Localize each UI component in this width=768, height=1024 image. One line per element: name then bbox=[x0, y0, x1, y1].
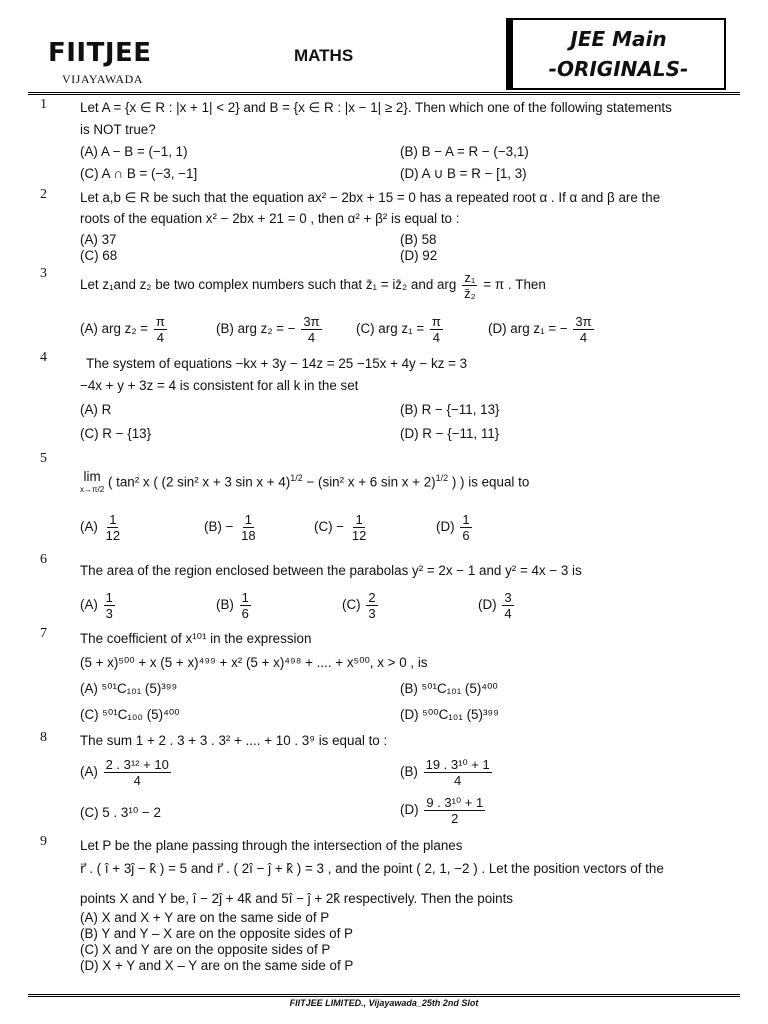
footer-divider-2 bbox=[28, 996, 740, 997]
option-c: (C) X and Y are on the opposite sides of P bbox=[80, 942, 331, 957]
question-text: −4x + y + 3z = 4 is consistent for all k in the set bbox=[80, 378, 359, 393]
question-number: 6 bbox=[40, 552, 47, 567]
exam-title-box bbox=[506, 18, 726, 90]
option-a: (A) ⁵⁰¹C₁₀₁ (5)³⁹⁹ bbox=[80, 681, 178, 696]
option-b: (B) R − {−11, 13} bbox=[400, 402, 500, 417]
question-text: The area of the region enclosed between the parabolas y² = 2x − 1 and y² = 4x − 3 is bbox=[80, 563, 582, 578]
question-number: 1 bbox=[40, 97, 47, 112]
question-text: The sum 1 + 2 . 3 + 3 . 3² + .... + 10 . 3⁹ is equal to : bbox=[80, 733, 388, 748]
option-b: (B) ⁵⁰¹C₁₀₁ (5)⁴⁰⁰ bbox=[400, 681, 498, 696]
question-number: 7 bbox=[40, 626, 47, 641]
option-d: (D) $\frac{\text{9 . 3¹⁰ + 1}}{2}$ bbox=[400, 795, 484, 826]
option-a: (A) 37 bbox=[80, 232, 117, 247]
option-b: (B) arg z₂ = − $\frac{3\pi}{4}$ bbox=[216, 314, 320, 345]
question-number: 3 bbox=[40, 266, 47, 281]
option-a: (A) $\frac{1}{3}$ bbox=[80, 590, 113, 621]
option-d: (D) A ∪ B = R − [1, 3) bbox=[400, 166, 527, 181]
option-d: (D) $\frac{3}{4}$ bbox=[478, 590, 512, 621]
question-text: The coefficient of x¹⁰¹ in the expression bbox=[80, 631, 312, 646]
exam-title-line1: JEE Main bbox=[570, 27, 667, 51]
question-text: Let A = {x ∈ R : |x + 1| < 2} and B = {x ∈ R : |x − 1| ≥ 2}. Then which one of the following statements bbox=[80, 100, 672, 115]
question-text: is NOT true? bbox=[80, 122, 156, 137]
option-d: (D) arg z₁ = − $\frac{3\pi}{4}$ bbox=[488, 314, 592, 345]
exam-title-line2: -ORIGINALS- bbox=[548, 57, 689, 81]
footer-text: FIITJEE LIMITED., Vijayawada_25th 2nd Slot bbox=[289, 998, 479, 1008]
question-number: 2 bbox=[40, 187, 47, 202]
option-c: (C) A ∩ B = (−3, −1] bbox=[80, 166, 198, 181]
fiitjee-logo: FIITJEE bbox=[48, 38, 152, 68]
question-text: r⃗ . ( î + 3ĵ − k̂ ) = 5 and r⃗ . ( 2î − ĵ + k̂ ) = 3 , and the point ( 2, 1, −2 ) . Let the position vectors of the bbox=[80, 861, 664, 876]
header-divider-2 bbox=[28, 94, 740, 95]
option-a: (A) $\frac{1}{12}$ bbox=[80, 512, 121, 543]
option-b: (B) B − A = R − (−3,1) bbox=[400, 144, 529, 159]
question-text: Let a,b ∈ R be such that the equation ax² − 2bx + 15 = 0 has a repeated root α . If α and β are the bbox=[80, 190, 661, 205]
option-b: (B) Y and Y – X are on the opposite sides of P bbox=[80, 926, 353, 941]
option-a: (A) $\frac{\text{2 . 3¹² + 10}}{4}$ bbox=[80, 757, 169, 788]
arg-fraction bbox=[462, 270, 478, 301]
option-b: (B) − $\frac{1}{18}$ bbox=[204, 512, 256, 543]
question-text: roots of the equation x² − 2bx + 21 = 0 , then α² + β² is equal to : bbox=[80, 211, 460, 226]
branch-city: VIJAYAWADA bbox=[62, 72, 143, 86]
question-number: 9 bbox=[40, 834, 47, 849]
footer-divider bbox=[28, 994, 740, 995]
option-d: (D) $\frac{1}{6}$ bbox=[436, 512, 470, 543]
question-text: The system of equations −kx + 3y − 14z = 25 −15x + 4y − kz = 3 bbox=[86, 356, 468, 371]
question-text: (5 + x)⁵⁰⁰ + x (5 + x)⁴⁹⁹ + x² (5 + x)⁴⁹⁸ + .... + x⁵⁰⁰, x > 0 , is bbox=[80, 655, 428, 670]
fraction-numerator: z₁ bbox=[464, 270, 476, 285]
question-text bbox=[80, 270, 546, 301]
option-c: (C) − $\frac{1}{12}$ bbox=[314, 512, 367, 543]
option-c: (C) 5 . 3¹⁰ − 2 bbox=[80, 805, 161, 820]
question-number: 8 bbox=[40, 730, 47, 745]
question-text: points X and Y be, î − 2ĵ + 4k̂ and 5î − ĵ + 2k̂ respectively. Then the points bbox=[80, 891, 513, 906]
option-a: (A) X and X + Y are on the same side of P bbox=[80, 910, 330, 925]
limit-operator: lim x→π/2 bbox=[80, 469, 105, 494]
option-d: (D) ⁵⁰⁰C₁₀₁ (5)³⁹⁹ bbox=[400, 707, 499, 722]
option-a: (A) arg z₂ = $\frac{\pi}{4}$ bbox=[80, 314, 165, 345]
question-text-part: Let z₁and z₂ be two complex numbers such that z̄₁ = iz̄₂ and arg bbox=[80, 277, 457, 293]
option-c: (C) R − {13} bbox=[80, 426, 152, 441]
option-b: (B) $\frac{1}{6}$ bbox=[216, 590, 249, 621]
option-b: (B) 58 bbox=[400, 232, 437, 247]
question-number: 4 bbox=[40, 350, 47, 365]
option-a: (A) A − B = (−1, 1) bbox=[80, 144, 188, 159]
header-divider bbox=[28, 92, 740, 93]
option-d: (D) R − {−11, 11} bbox=[400, 426, 500, 441]
option-c: (C) 68 bbox=[80, 248, 118, 263]
option-c: (C) $\frac{2}{3}$ bbox=[342, 590, 376, 621]
option-d: (D) X + Y and X – Y are on the same side of P bbox=[80, 958, 354, 973]
option-c: (C) arg z₁ = $\frac{\pi}{4}$ bbox=[356, 314, 441, 345]
question-text-part: = π . Then bbox=[483, 277, 546, 293]
question-number: 5 bbox=[40, 451, 47, 466]
fraction-denominator: z̄₂ bbox=[464, 286, 476, 301]
option-a: (A) R bbox=[80, 402, 112, 417]
option-b: (B) $\frac{\text{19 . 3¹⁰ + 1}}{4}$ bbox=[400, 757, 490, 788]
question-text: Let P be the plane passing through the intersection of the planes bbox=[80, 838, 463, 853]
question-text: lim x→π/2 ( tan² x ( (2 sin² x + 3 sin x + 4)$^{1/2}$ − (sin² x + 6 sin x + 2)$^{1/2}$ ) ) is equal to bbox=[80, 469, 530, 494]
option-d: (D) 92 bbox=[400, 248, 438, 263]
subject-title: MATHS bbox=[294, 46, 354, 65]
option-c: (C) ⁵⁰¹C₁₀₀ (5)⁴⁰⁰ bbox=[80, 707, 180, 722]
